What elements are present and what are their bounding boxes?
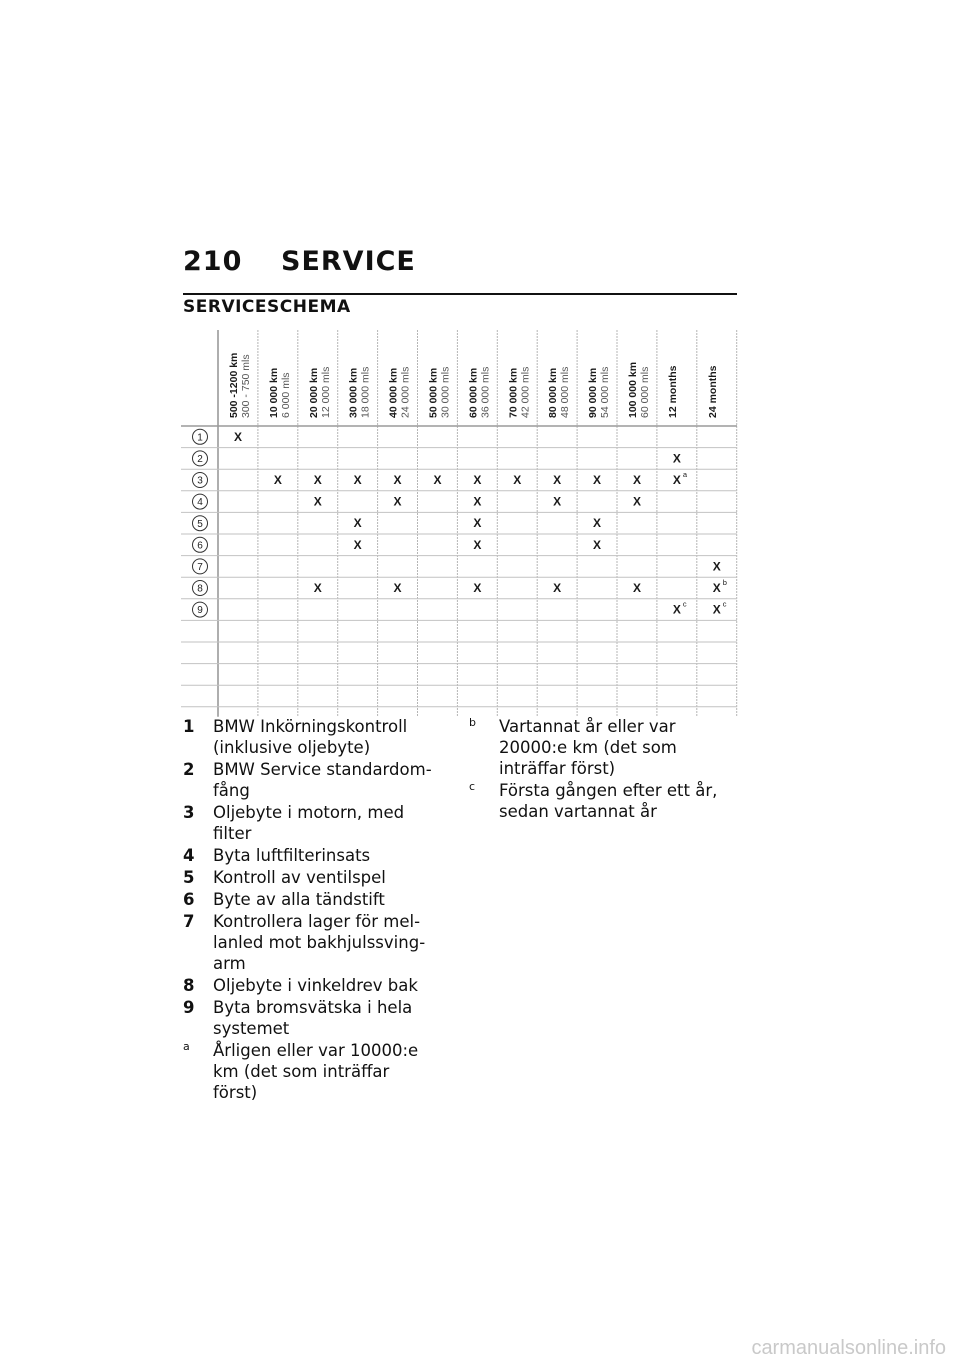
service-mark: X [672, 473, 681, 487]
service-mark: X [473, 494, 482, 509]
footnote: c Första gången efter ett år, sedan vartannat år [469, 780, 718, 821]
footnote-superscript: b [722, 578, 727, 587]
service-mark: X [313, 581, 322, 595]
legend-item: 5 Kontroll av ventilspel [183, 868, 386, 887]
service-mark: X [672, 602, 681, 617]
column-header-mls: 24 000 mls [399, 366, 412, 418]
footnote: a Årligen eller var 10000:e km (det som inträffar först) [183, 1040, 419, 1102]
service-mark: X [393, 581, 402, 595]
column-header-km: 60 000 km [467, 367, 480, 418]
legend-list [183, 716, 438, 1104]
row-number: 2 [197, 454, 203, 465]
service-mark: X [712, 559, 721, 574]
column-header-km: 20 000 km [307, 367, 320, 418]
footnote-list [469, 716, 739, 823]
page-number: 210 [183, 246, 243, 277]
row-number: 9 [197, 605, 203, 617]
row-number: 1 [197, 432, 203, 444]
service-mark: X [473, 473, 482, 487]
service-mark: X [593, 516, 602, 531]
legend-item: 7 Kontrollera lager för mellanled mot bakhjulssvingarm [183, 912, 426, 973]
row-number: 5 [197, 518, 203, 530]
row-number: 7 [197, 562, 203, 573]
column-header-km: 500 -1200 km [227, 352, 240, 418]
column-header-km: 10 000 km [267, 367, 280, 418]
column-header-km: 40 000 km [387, 367, 400, 418]
legend-item: 8 Oljebyte i vinkeldrev bak [183, 976, 418, 995]
service-mark: X [473, 581, 482, 595]
service-mark: X [393, 494, 402, 509]
service-mark: X [712, 602, 721, 617]
column-header-km: 80 000 km [547, 367, 560, 418]
service-mark: X [632, 494, 641, 509]
column-header-mls: 18 000 mls [359, 366, 372, 418]
service-mark: X [553, 581, 562, 595]
legend-item: 4 Byta luftfilterinsats [183, 846, 371, 865]
watermark: carmanualsonline.info [751, 1337, 946, 1359]
row-number: 8 [197, 583, 203, 595]
column-header-mls: 300 - 750 mls [239, 354, 252, 418]
legend-item: 1 BMW Inkörningskontroll (inklusive oljebyte) [183, 717, 408, 757]
section-title: SERVICESCHEMA [183, 297, 351, 317]
row-number: 4 [197, 497, 203, 509]
footnote-superscript: c [682, 599, 687, 609]
legend-item: 2 BMW Service standardomfång [183, 760, 432, 800]
footnote-superscript: a [682, 470, 688, 479]
legend-item: 6 Byte av alla tändstift [183, 890, 385, 909]
column-header-km: 50 000 km [427, 367, 440, 418]
service-mark: X [553, 494, 562, 509]
service-mark: X [313, 494, 322, 509]
service-mark: X [593, 473, 602, 487]
service-mark: X [233, 429, 242, 444]
service-mark: X [473, 537, 482, 552]
chapter-title: SERVICE [281, 246, 416, 277]
column-header-mls: 6 000 mls [279, 372, 292, 418]
service-mark: X [473, 516, 482, 531]
column-header-km: 100 000 km [626, 361, 639, 418]
legend-item: 3 Oljebyte i motorn, med filter [183, 803, 405, 843]
service-mark: X [393, 473, 402, 487]
column-header-km: 70 000 km [507, 367, 520, 418]
service-mark: X [273, 473, 282, 487]
row-number: 6 [197, 540, 203, 552]
footnote: b Vartannat år eller var 20000:e km (det som inträffar först) [469, 716, 677, 778]
service-mark: X [553, 473, 562, 487]
service-mark: X [632, 581, 641, 595]
service-mark: X [433, 473, 442, 487]
service-mark: X [353, 537, 362, 552]
column-header-mls: 54 000 mls [599, 366, 612, 418]
service-mark: X [513, 473, 522, 487]
service-mark: X [632, 473, 641, 487]
legend-item: 9 Byta bromsvätska i hela systemet [183, 998, 413, 1038]
column-header-km: 24 months [706, 365, 719, 418]
footnote-superscript: c [722, 599, 727, 609]
column-header-mls: 30 000 mls [439, 366, 452, 418]
column-header-km: 12 months [666, 365, 679, 418]
service-mark: X [593, 537, 602, 552]
service-mark: X [353, 473, 362, 487]
column-header-mls: 36 000 mls [479, 366, 492, 418]
service-mark: X [712, 581, 721, 595]
column-header-mls: 48 000 mls [559, 366, 572, 418]
column-header-mls: 60 000 mls [638, 366, 651, 418]
row-number: 3 [197, 475, 203, 487]
column-header-km: 30 000 km [347, 367, 360, 418]
service-mark: X [353, 516, 362, 531]
column-header-mls: 12 000 mls [319, 366, 332, 418]
service-mark: X [313, 473, 322, 487]
column-header-mls: 42 000 mls [519, 366, 532, 418]
service-mark: X [672, 451, 681, 466]
column-header-km: 90 000 km [587, 367, 600, 418]
